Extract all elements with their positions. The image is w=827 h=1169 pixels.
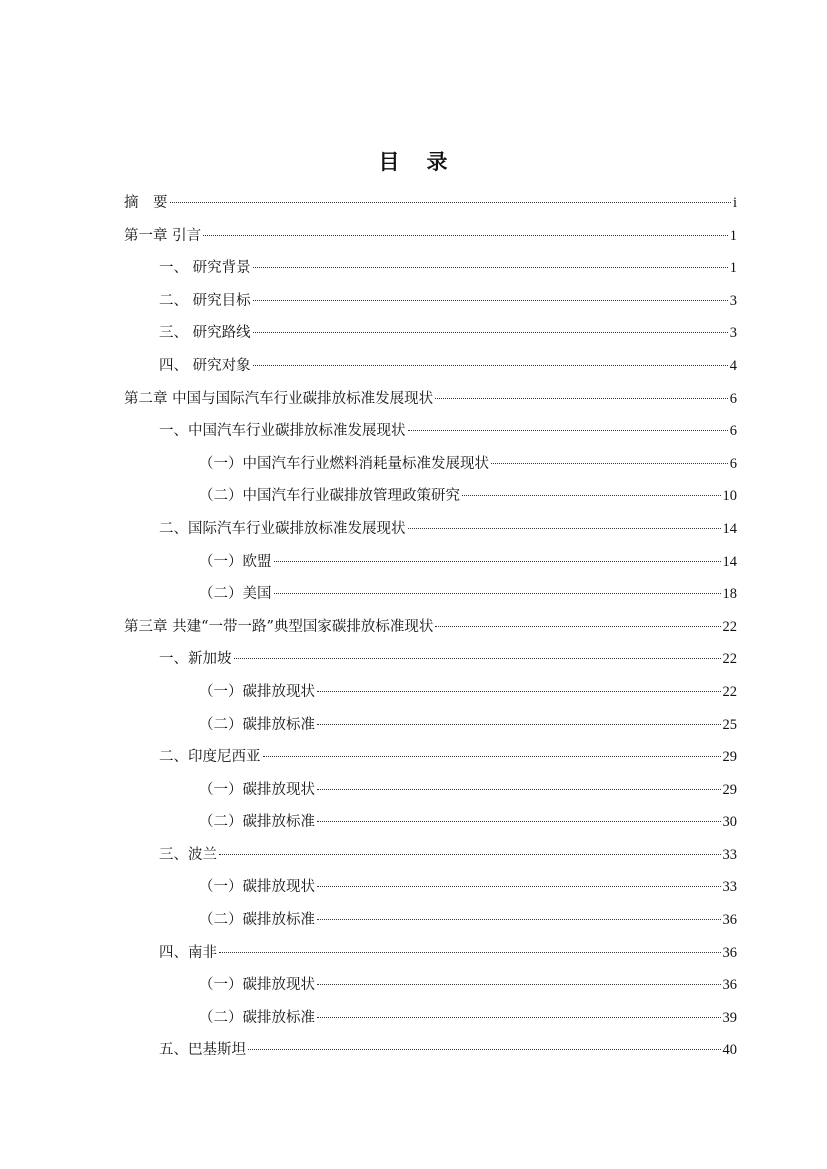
toc-entry-label: （二）碳排放标准 <box>199 814 315 831</box>
toc-entry-page-number: 1 <box>729 227 737 244</box>
toc-entry-page-number: 33 <box>722 879 737 896</box>
toc-entry-page-number: 36 <box>722 977 737 994</box>
dot-leader <box>219 854 721 855</box>
dot-leader <box>317 789 721 790</box>
toc-entry-label: 第三章 共建“一带一路”典型国家碳排放标准现状 <box>124 618 434 635</box>
toc-entry-label: 四、 研究对象 <box>159 357 251 374</box>
toc-entry[interactable] <box>124 679 737 712</box>
toc-entry-label: （一）碳排放现状 <box>199 781 315 798</box>
toc-entry-page-number: 39 <box>722 1009 737 1026</box>
toc-entry-page-number: 3 <box>729 292 737 309</box>
toc-entry-page-number: i <box>732 195 737 211</box>
toc-entry[interactable] <box>124 614 737 647</box>
toc-entry-label: 一、中国汽车行业碳排放标准发展现状 <box>159 423 406 440</box>
toc-entry-label: 二、 研究目标 <box>159 292 251 309</box>
toc-entry[interactable] <box>124 907 737 940</box>
dot-leader <box>491 463 728 464</box>
dot-leader <box>170 202 731 203</box>
toc-entry-label: （一）碳排放现状 <box>199 683 315 700</box>
toc-entry-page-number: 40 <box>722 1042 737 1059</box>
toc-entry-label: 一、新加坡 <box>159 651 232 668</box>
toc-entry-page-number: 30 <box>722 814 737 831</box>
toc-list <box>124 190 737 1070</box>
toc-entry-page-number: 29 <box>722 749 737 766</box>
toc-entry[interactable] <box>124 874 737 907</box>
toc-entry-page-number: 10 <box>722 488 737 505</box>
toc-entry-label: （二）碳排放标准 <box>199 1009 315 1026</box>
dot-leader <box>435 626 720 627</box>
toc-title <box>0 146 827 176</box>
toc-entry[interactable] <box>124 549 737 582</box>
dot-leader <box>219 952 721 953</box>
toc-entry-page-number: 1 <box>729 260 737 277</box>
dot-leader <box>274 593 721 594</box>
toc-entry-label: （二）碳排放标准 <box>199 912 315 929</box>
toc-entry-label: 一、 研究背景 <box>159 260 251 277</box>
toc-entry[interactable] <box>124 516 737 549</box>
dot-leader <box>248 1049 721 1050</box>
toc-entry[interactable] <box>124 809 737 842</box>
toc-entry[interactable] <box>124 842 737 875</box>
toc-entry[interactable] <box>124 418 737 451</box>
toc-entry[interactable] <box>124 1037 737 1070</box>
toc-entry[interactable] <box>124 581 737 614</box>
toc-entry-page-number: 14 <box>722 520 737 537</box>
toc-entry-label: （二）美国 <box>199 586 272 603</box>
toc-entry-page-number: 22 <box>722 683 737 700</box>
toc-entry-label: （二）中国汽车行业碳排放管理政策研究 <box>199 488 460 505</box>
toc-entry-page-number: 22 <box>722 618 737 635</box>
toc-entry[interactable] <box>124 320 737 353</box>
toc-entry[interactable] <box>124 646 737 679</box>
dot-leader <box>253 267 728 268</box>
toc-entry-page-number: 6 <box>729 390 737 407</box>
dot-leader <box>435 398 728 399</box>
dot-leader <box>253 365 728 366</box>
toc-title-part2: 录 <box>426 150 449 174</box>
toc-entry-label: （一）碳排放现状 <box>199 977 315 994</box>
toc-entry-page-number: 18 <box>722 586 737 603</box>
toc-entry-page-number: 4 <box>729 357 737 374</box>
toc-entry-label: 二、国际汽车行业碳排放标准发展现状 <box>159 520 406 537</box>
dot-leader <box>317 724 721 725</box>
toc-entry-page-number: 33 <box>722 846 737 863</box>
dot-leader <box>408 430 728 431</box>
toc-entry-page-number: 36 <box>722 944 737 961</box>
dot-leader <box>253 300 728 301</box>
toc-title-part1: 目 <box>378 150 401 174</box>
toc-entry-page-number: 29 <box>722 781 737 798</box>
toc-entry[interactable] <box>124 223 737 256</box>
toc-entry[interactable] <box>124 777 737 810</box>
dot-leader <box>253 332 728 333</box>
dot-leader <box>408 528 721 529</box>
toc-entry-label: 二、印度尼西亚 <box>159 749 261 766</box>
toc-entry-label: （一）欧盟 <box>199 553 272 570</box>
toc-entry-page-number: 6 <box>729 423 737 440</box>
dot-leader <box>317 1017 721 1018</box>
dot-leader <box>317 984 721 985</box>
toc-entry-page-number: 14 <box>722 553 737 570</box>
toc-entry[interactable] <box>124 288 737 321</box>
toc-entry-page-number: 3 <box>729 325 737 342</box>
toc-entry-label: 摘 要 <box>124 195 168 211</box>
toc-entry-page-number: 22 <box>722 651 737 668</box>
toc-entry[interactable] <box>124 451 737 484</box>
dot-leader <box>203 235 728 236</box>
toc-entry[interactable] <box>124 712 737 745</box>
dot-leader <box>462 495 721 496</box>
toc-entry[interactable] <box>124 972 737 1005</box>
dot-leader <box>234 658 721 659</box>
toc-entry[interactable] <box>124 190 737 223</box>
toc-entry-label: 三、波兰 <box>159 846 217 863</box>
toc-entry-label: 三、 研究路线 <box>159 325 251 342</box>
toc-entry[interactable] <box>124 255 737 288</box>
toc-entry-label: 第二章 中国与国际汽车行业碳排放标准发展现状 <box>124 390 434 407</box>
dot-leader <box>317 821 721 822</box>
dot-leader <box>263 756 721 757</box>
toc-entry[interactable] <box>124 1005 737 1038</box>
toc-entry-page-number: 6 <box>729 455 737 472</box>
toc-entry-page-number: 25 <box>722 716 737 733</box>
toc-entry-label: （二）碳排放标准 <box>199 716 315 733</box>
toc-entry[interactable] <box>124 744 737 777</box>
dot-leader <box>317 886 721 887</box>
toc-entry-label: （一）中国汽车行业燃料消耗量标准发展现状 <box>199 455 489 472</box>
toc-entry[interactable] <box>124 483 737 516</box>
toc-entry-label: 四、南非 <box>159 944 217 961</box>
toc-entry[interactable] <box>124 353 737 386</box>
toc-entry[interactable] <box>124 940 737 973</box>
toc-entry-page-number: 36 <box>722 912 737 929</box>
dot-leader <box>274 561 721 562</box>
toc-entry-label: （一）碳排放现状 <box>199 879 315 896</box>
toc-entry-label: 第一章 引言 <box>124 227 202 244</box>
dot-leader <box>317 919 721 920</box>
dot-leader <box>317 691 721 692</box>
toc-entry[interactable] <box>124 386 737 419</box>
toc-entry-label: 五、巴基斯坦 <box>159 1042 246 1059</box>
